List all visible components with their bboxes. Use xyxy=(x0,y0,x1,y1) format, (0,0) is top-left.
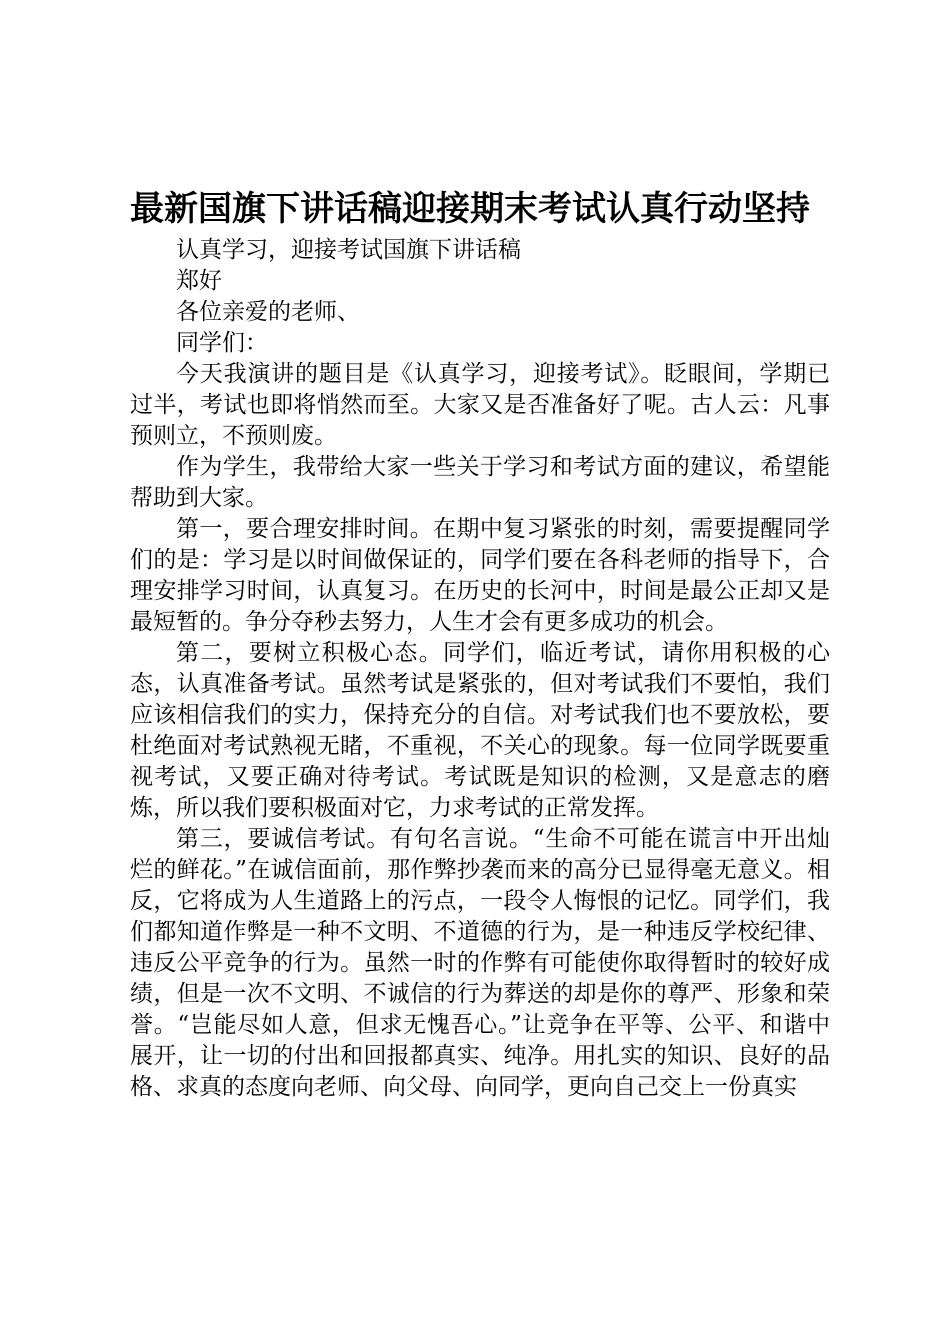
paragraph-salutation-teachers: 各位亲爱的老师、 xyxy=(176,299,360,325)
paragraph-point-one: 第一，要合理安排时间。在期中复习紧张的时刻，需要提醒同学们的是：学习是以时间做保证的，同学们要在各科老师的指导下，合理安排学习时间，认真复习。在历史的长河中，时间是最公正却又是最短暂的。争分夺秒去努力，人生才会有更多成功的机会。 xyxy=(130,516,830,635)
paragraph-intro: 今天我演讲的题目是《认真学习，迎接考试》。眨眼间，学期已过半，考试也即将悄然而至。大家又是否准备好了呢。古人云：凡事预则立，不预则废。 xyxy=(130,361,830,449)
paragraph-advice: 作为学生，我带给大家一些关于学习和考试方面的建议，希望能帮助到大家。 xyxy=(130,454,830,511)
paragraph-author: 郑好 xyxy=(176,268,222,294)
paragraph-point-three: 第三，要诚信考试。有句名言说。“生命不可能在谎言中开出灿烂的鲜花。”在诚信面前，那作弊抄袭而来的高分已显得毫无意义。相反，它将成为人生道路上的污点，一段令人悔恨的记忆。同学们，我们都知道作弊是一种不文明、不道德的行为，是一种违反学校纪律、违反公平竞争的行为。虽然一时的作弊有可能使你取得暂时的较好成绩，但是一次不文明、不诚信的行为葬送的却是你的尊严、形象和荣誉。“岂能尽如人意，但求无愧吾心。”让竞争在平等、公平、和谐中展开，让一切的付出和回报都真实、纯净。用扎实的知识、良好的品格、求真的态度向老师、向父母、向同学，更向自己交上一份真实 xyxy=(130,826,830,1100)
paragraph-salutation-students: 同学们： xyxy=(176,330,268,356)
paragraph-subtitle: 认真学习，迎接考试国旗下讲话稿 xyxy=(176,237,521,263)
paragraph-point-two: 第二，要树立积极心态。同学们，临近考试，请你用积极的心态，认真准备考试。虽然考试是紧张的，但对考试我们不要怕，我们应该相信我们的实力，保持充分的自信。对考试我们也不要放松，要杜绝面对考试熟视无睹，不重视，不关心的现象。每一位同学既要重视考试，又要正确对待考试。考试既是知识的检测，又是意志的磨炼，所以我们要积极面对它，力求考试的正常发挥。 xyxy=(130,640,830,821)
document-body xyxy=(130,235,830,1103)
document-title: 最新国旗下讲话稿迎接期末考试认真行动坚持 xyxy=(130,189,810,229)
